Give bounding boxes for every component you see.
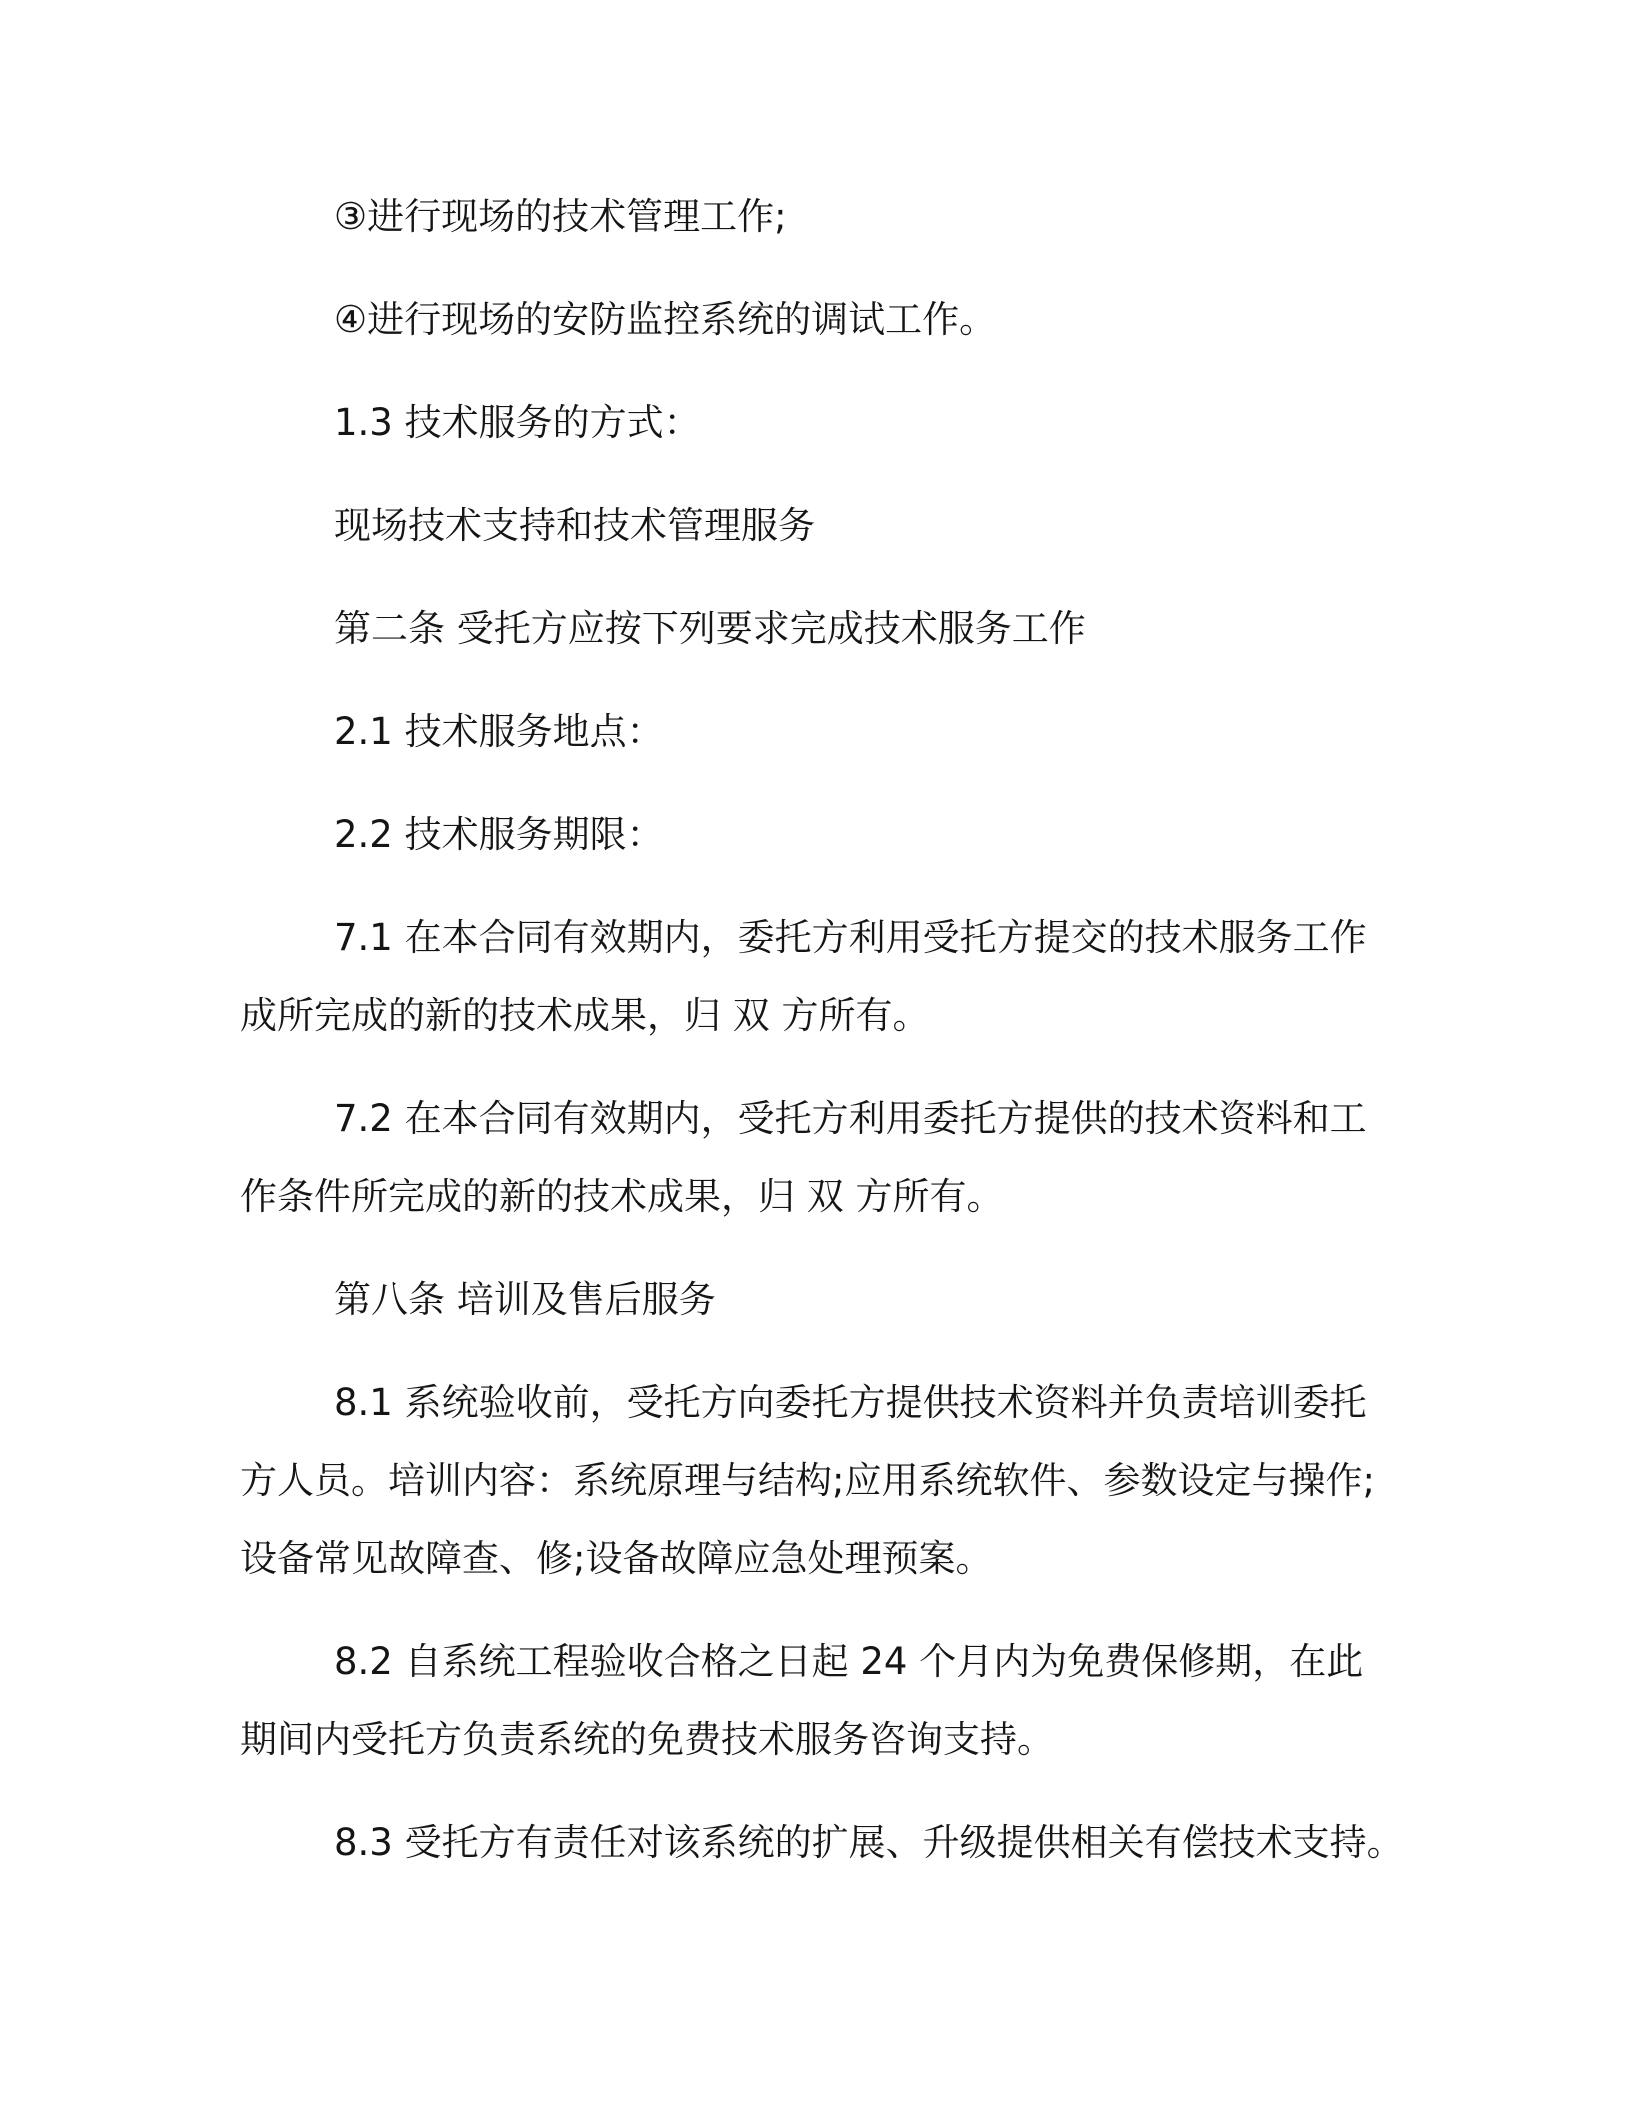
clause-8-1-line-3: 设备常见故障查、修;设备故障应急处理预案。: [240, 1537, 993, 1580]
article-2-heading: 第二条 受托方应按下列要求完成技术服务工作: [334, 607, 1086, 650]
clause-7-2-line-2: 作条件所完成的新的技术成果，归 双 方所有。: [240, 1175, 1004, 1218]
item-4-text: ④进行现场的安防监控系统的调试工作。: [334, 298, 997, 341]
clause-7-1-line-1: 7.1 在本合同有效期内，委托方利用受托方提交的技术服务工作: [334, 916, 1367, 959]
item-3-text: ③进行现场的技术管理工作;: [334, 195, 787, 238]
section-1-3-heading: 1.3 技术服务的方式：: [334, 401, 701, 444]
clause-7-1-line-2: 成所完成的新的技术成果，归 双 方所有。: [240, 994, 930, 1037]
clause-8-1-line-1: 8.1 系统验收前，受托方向委托方提供技术资料并负责培训委托: [334, 1381, 1367, 1424]
clause-8-2-line-2: 期间内受托方负责系统的免费技术服务咨询支持。: [240, 1718, 1054, 1761]
article-8-heading: 第八条 培训及售后服务: [334, 1278, 716, 1321]
section-2-2-text: 2.2 技术服务期限：: [334, 813, 664, 856]
clause-8-2-line-1: 8.2 自系统工程验收合格之日起 24 个月内为免费保修期，在此: [334, 1640, 1364, 1683]
section-2-1-text: 2.1 技术服务地点：: [334, 710, 664, 753]
clause-8-3-text: 8.3 受托方有责任对该系统的扩展、升级提供相关有偿技术支持。: [334, 1821, 1404, 1864]
service-method-text: 现场技术支持和技术管理服务: [334, 504, 815, 547]
clause-7-2-line-1: 7.2 在本合同有效期内，受托方利用委托方提供的技术资料和工: [334, 1097, 1367, 1140]
clause-8-1-line-2: 方人员。培训内容：系统原理与结构;应用系统软件、参数设定与操作;: [240, 1459, 1375, 1502]
